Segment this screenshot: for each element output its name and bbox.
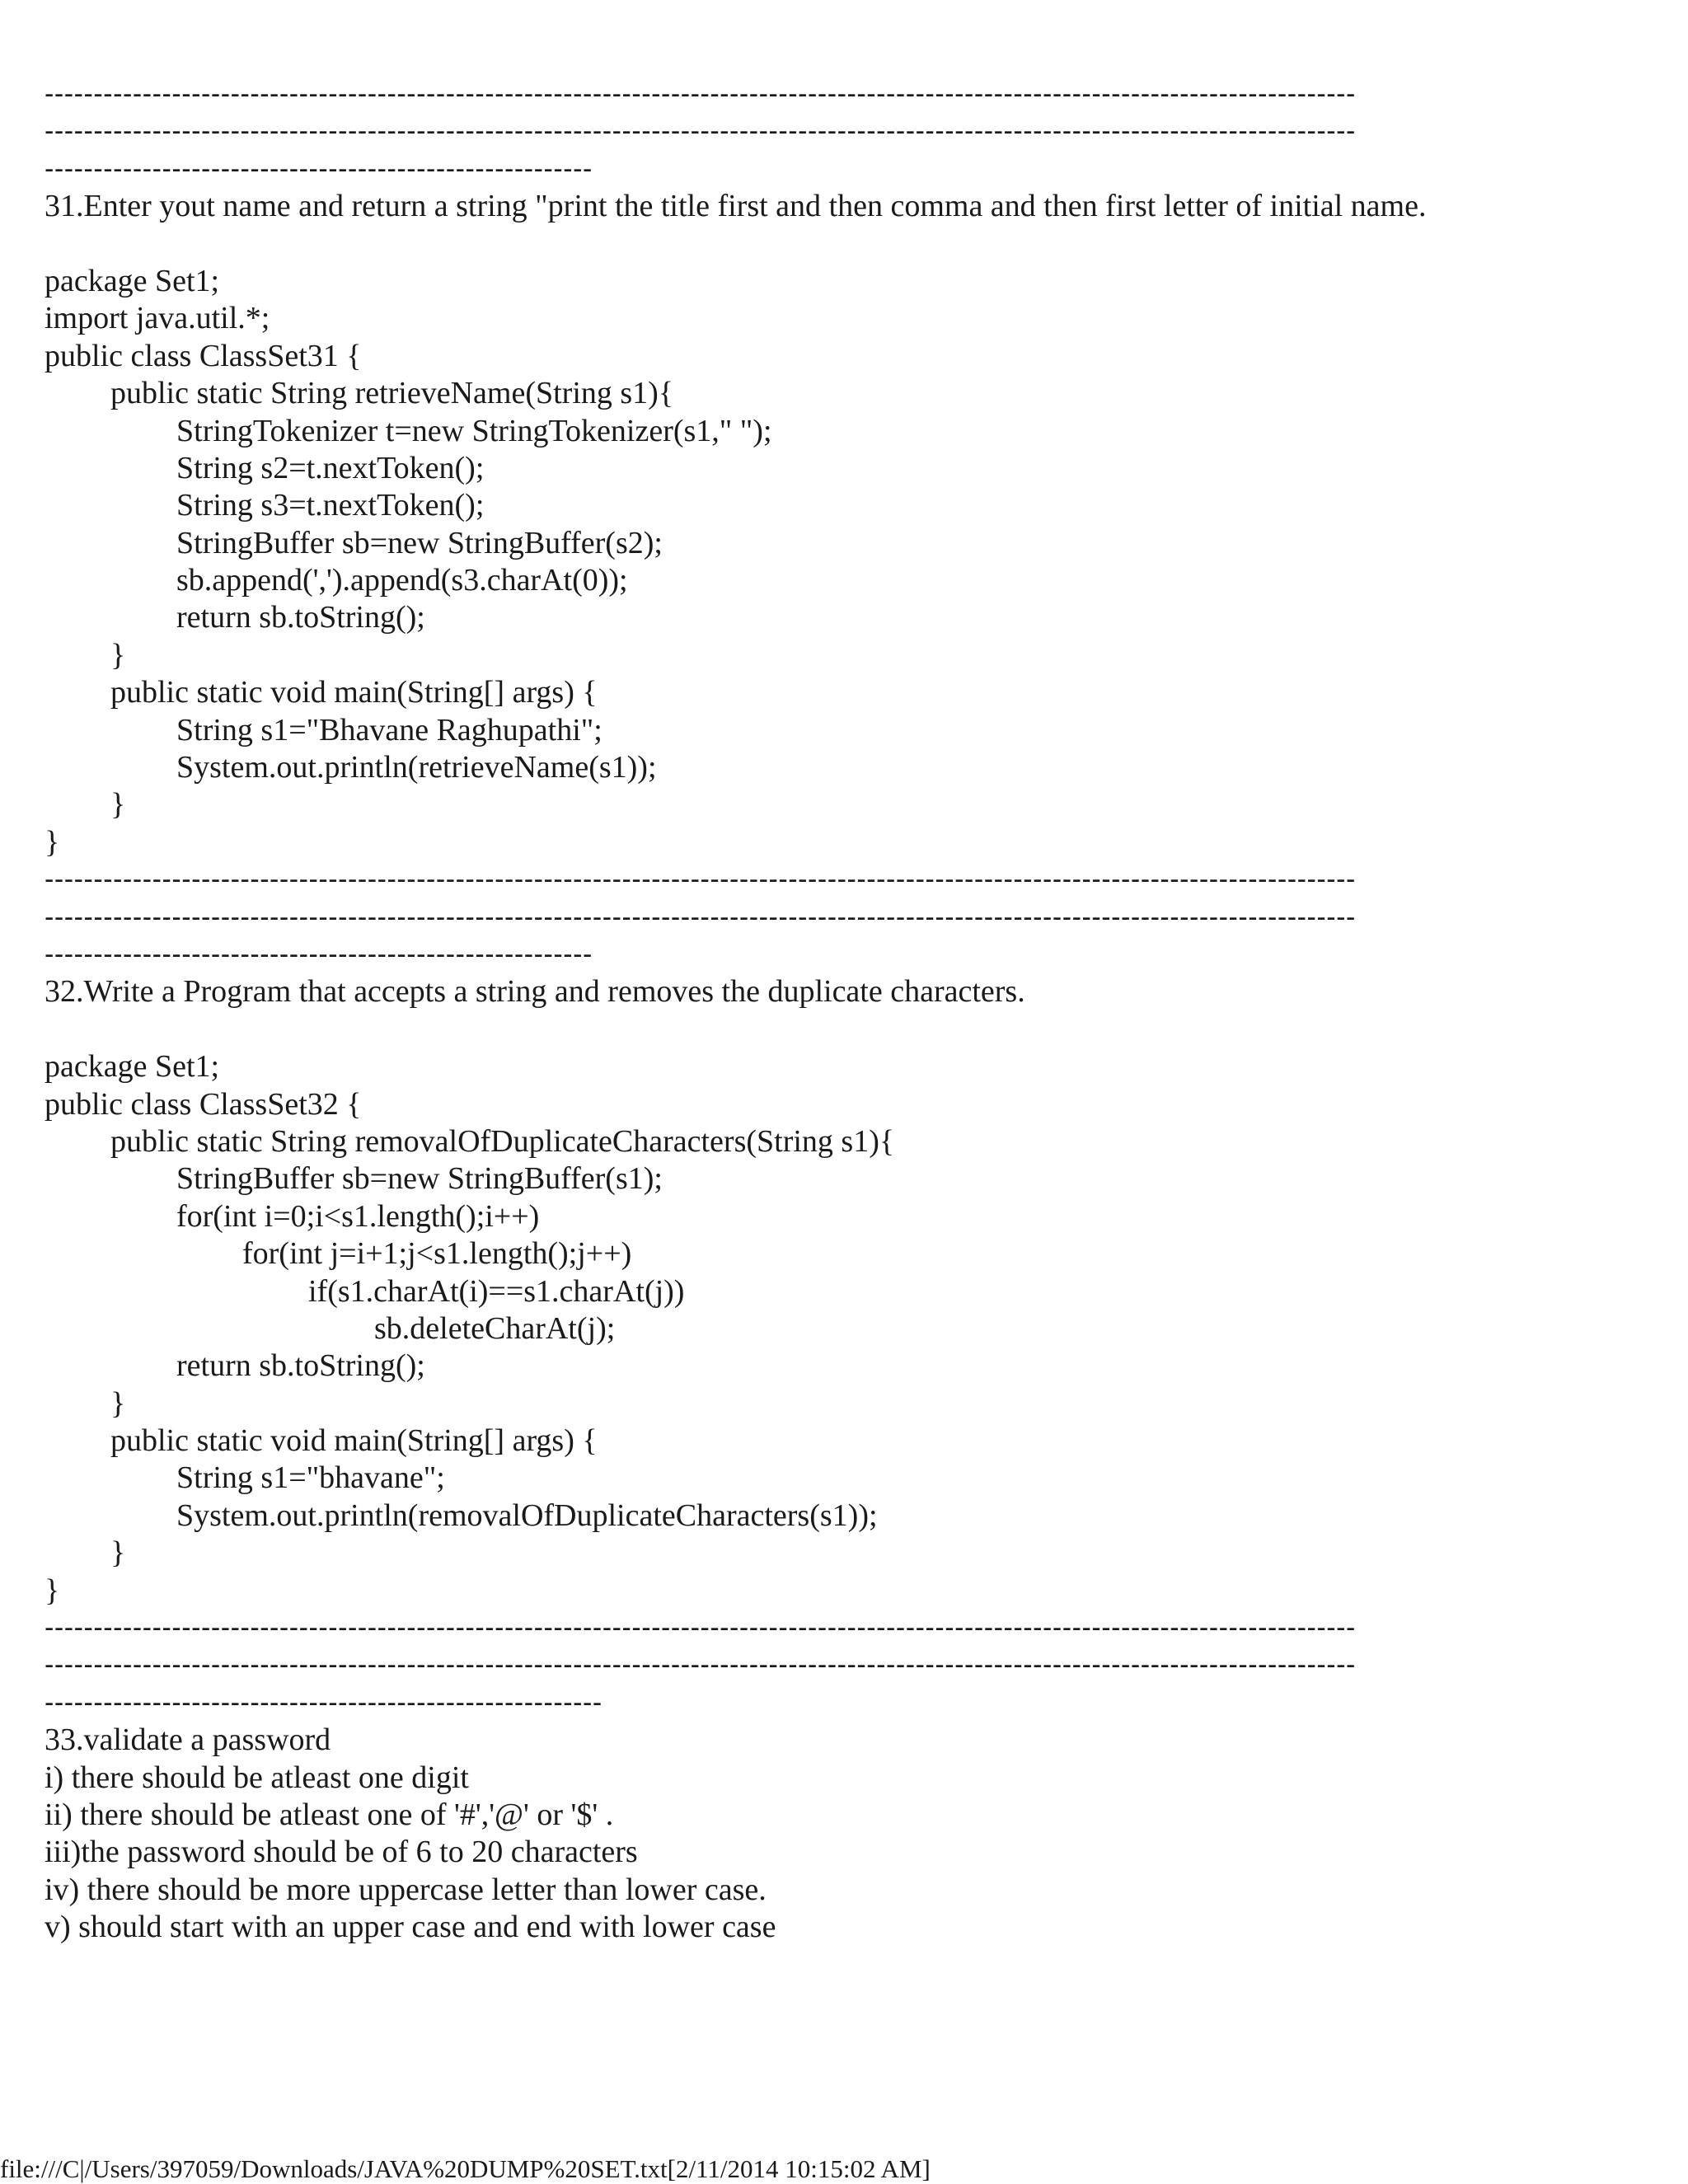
code-line: package Set1;: [45, 1049, 220, 1085]
text-line: 33.validate a password: [45, 1722, 331, 1758]
code-line: }: [110, 1535, 126, 1571]
separator-line-short: ---------------------------------------------------------: [45, 1686, 603, 1718]
separator-line: --------------------------------------------------------------------------------------------------------------------------------------: [45, 1612, 1356, 1644]
code-line: }: [110, 787, 126, 823]
code-line: }: [45, 1572, 60, 1608]
code-line: return sb.toString();: [176, 600, 425, 635]
code-line: import java.util.*;: [45, 301, 270, 336]
code-block-32: [45, 1048, 1643, 1610]
text-line: ii) there should be atleast one of '#','@' or '$' .: [45, 1797, 614, 1832]
text-line: i) there should be atleast one digit: [45, 1760, 469, 1795]
separator-line: --------------------------------------------------------------------------------------------------------------------------------------: [45, 864, 1356, 896]
code-block-31: [45, 263, 1643, 861]
code-line: sb.deleteCharAt(j);: [374, 1310, 616, 1346]
code-line: public class ClassSet31 {: [45, 338, 362, 373]
separator-line-short: --------------------------------------------------------: [45, 938, 593, 970]
question-33-block: [45, 1722, 1643, 1946]
code-line: public static String retrieveName(String s1){: [110, 376, 674, 411]
document-body: [45, 76, 1643, 1947]
file-path-footer: file:///C|/Users/397059/Downloads/JAVA%20DUMP%20SET.txt[2/11/2014 10:15:02 AM]: [0, 2154, 931, 2183]
code-line: StringBuffer sb=new StringBuffer(s2);: [176, 525, 663, 560]
code-line: System.out.println(retrieveName(s1));: [176, 750, 657, 785]
blank-line: [45, 1011, 1643, 1048]
code-line: StringTokenizer t=new StringTokenizer(s1," ");: [176, 413, 772, 448]
code-line: public static void main(String[] args) {: [110, 675, 598, 710]
separator-line-short: --------------------------------------------------------: [45, 152, 593, 185]
text-line: iv) there should be more uppercase letter than lower case.: [45, 1872, 767, 1907]
code-line: public class ClassSet32 {: [45, 1086, 362, 1122]
code-line: sb.append(',').append(s3.charAt(0));: [176, 563, 628, 598]
code-line: }: [110, 637, 126, 673]
code-line: }: [110, 1385, 126, 1421]
separator-line: --------------------------------------------------------------------------------------------------------------------------------------: [45, 115, 1356, 148]
separator-line: --------------------------------------------------------------------------------------------------------------------------------------: [45, 901, 1356, 933]
code-line: return sb.toString();: [176, 1348, 425, 1384]
code-line: String s1="Bhavane Raghupathi";: [176, 712, 603, 748]
code-line: StringBuffer sb=new StringBuffer(s1);: [176, 1161, 663, 1197]
question-31: 31.Enter yout name and return a string "print the title first and then comma and then first letter of initial name.: [45, 189, 1427, 224]
code-line: String s2=t.nextToken();: [176, 450, 485, 485]
code-line: package Set1;: [45, 263, 220, 298]
question-32: 32.Write a Program that accepts a string and removes the duplicate characters.: [45, 974, 1025, 1010]
text-line: v) should start with an upper case and end with lower case: [45, 1910, 776, 1945]
code-line: for(int j=i+1;j<s1.length();j++): [242, 1236, 632, 1272]
blank-line: [45, 226, 1643, 263]
code-line: String s3=t.nextToken();: [176, 488, 485, 523]
code-line: for(int i=0;i<s1.length();i++): [176, 1198, 540, 1234]
code-line: String s1="bhavane";: [176, 1460, 445, 1496]
text-line: iii)the password should be of 6 to 20 characters: [45, 1835, 638, 1870]
code-line: public static String removalOfDuplicateCharacters(String s1){: [110, 1123, 895, 1159]
code-line: }: [45, 824, 60, 860]
separator-line: --------------------------------------------------------------------------------------------------------------------------------------: [45, 1649, 1356, 1681]
separator-line: --------------------------------------------------------------------------------------------------------------------------------------: [45, 78, 1356, 110]
code-line: System.out.println(removalOfDuplicateCharacters(s1));: [176, 1497, 878, 1533]
code-line: if(s1.charAt(i)==s1.charAt(j)): [308, 1273, 685, 1309]
code-line: public static void main(String[] args) {: [110, 1423, 598, 1459]
